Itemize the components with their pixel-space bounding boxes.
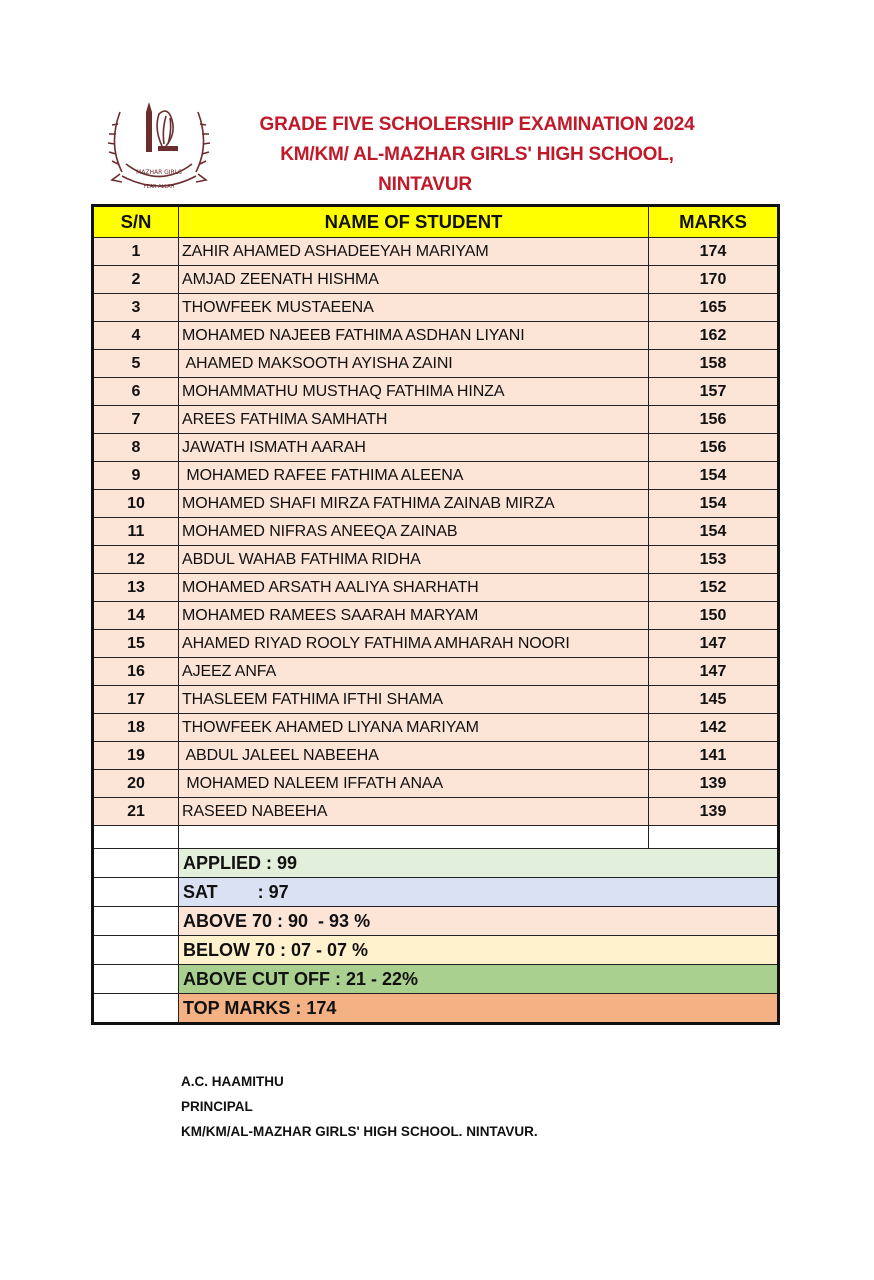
table-row: [93, 406, 779, 434]
marks-cell: 154: [649, 490, 779, 518]
table-row: [93, 490, 779, 518]
serial-number-cell: 19: [93, 742, 179, 770]
table-row: [93, 322, 779, 350]
student-name-cell: MOHAMED NAJEEB FATHIMA ASDHAN LIYANI: [179, 322, 649, 350]
student-name-cell: MOHAMED NIFRAS ANEEQA ZAINAB: [179, 518, 649, 546]
student-name-cell: MOHAMED RAFEE FATHIMA ALEENA: [179, 462, 649, 490]
serial-number-cell: 18: [93, 714, 179, 742]
svg-text:MAZHAR GIRLS: MAZHAR GIRLS: [136, 169, 182, 176]
school-crest-icon: [104, 94, 214, 194]
report-title: GRADE FIVE SCHOLERSHIP EXAMINATION 2024: [259, 114, 695, 135]
marks-cell: 147: [649, 630, 779, 658]
marks-cell: 154: [649, 462, 779, 490]
serial-number-cell: 6: [93, 378, 179, 406]
summary-value-cell: TOP MARKS : 174: [179, 994, 779, 1024]
table-row: [93, 238, 779, 266]
table-row: [93, 434, 779, 462]
table-row: [93, 518, 779, 546]
marks-cell: 150: [649, 602, 779, 630]
table-row: [93, 574, 779, 602]
summary-blank-cell: [93, 907, 179, 936]
marks-cell: 139: [649, 798, 779, 826]
marks-cell: 141: [649, 742, 779, 770]
table-row: [93, 714, 779, 742]
table-row: [93, 350, 779, 378]
serial-number-cell: 15: [93, 630, 179, 658]
school-name: KM/KM/ AL-MAZHAR GIRLS' HIGH SCHOOL,: [280, 144, 674, 165]
table-row: [93, 630, 779, 658]
student-name-cell: MOHAMED RAMEES SAARAH MARYAM: [179, 602, 649, 630]
results-table: [91, 204, 780, 1025]
table-row: [93, 546, 779, 574]
summary-row: [93, 849, 779, 878]
table-row: [93, 770, 779, 798]
table-row: [93, 742, 779, 770]
table-header-row: [93, 206, 779, 238]
table-row: [93, 798, 779, 826]
summary-blank-cell: [93, 936, 179, 965]
principal-designation: PRINCIPAL: [181, 1099, 253, 1114]
serial-number-cell: 21: [93, 798, 179, 826]
marks-cell: 142: [649, 714, 779, 742]
marks-cell: 162: [649, 322, 779, 350]
marks-cell: 156: [649, 406, 779, 434]
marks-cell: 139: [649, 770, 779, 798]
serial-number-cell: 5: [93, 350, 179, 378]
summary-row: [93, 965, 779, 994]
marks-cell: 156: [649, 434, 779, 462]
marks-cell: 145: [649, 686, 779, 714]
serial-number-cell: 11: [93, 518, 179, 546]
summary-value-cell: ABOVE CUT OFF : 21 - 22%: [179, 965, 779, 994]
summary-blank-cell: [93, 878, 179, 907]
marks-cell: 174: [649, 238, 779, 266]
table-row: [93, 294, 779, 322]
blank-cell: [179, 826, 649, 849]
serial-number-cell: 10: [93, 490, 179, 518]
serial-number-cell: 3: [93, 294, 179, 322]
student-name-cell: ABDUL JALEEL NABEEHA: [179, 742, 649, 770]
table-row: [93, 686, 779, 714]
serial-number-cell: 7: [93, 406, 179, 434]
summary-value-cell: SAT : 97: [179, 878, 779, 907]
student-name-cell: AHAMED RIYAD ROOLY FATHIMA AMHARAH NOORI: [179, 630, 649, 658]
school-town: NINTAVUR: [378, 174, 472, 195]
student-name-cell: AHAMED MAKSOOTH AYISHA ZAINI: [179, 350, 649, 378]
student-name-cell: JAWATH ISMATH AARAH: [179, 434, 649, 462]
serial-number-cell: 1: [93, 238, 179, 266]
column-header-name: NAME OF STUDENT: [179, 206, 649, 238]
marks-cell: 158: [649, 350, 779, 378]
serial-number-cell: 17: [93, 686, 179, 714]
summary-value-cell: ABOVE 70 : 90 - 93 %: [179, 907, 779, 936]
student-name-cell: AJEEZ ANFA: [179, 658, 649, 686]
table-row: [93, 378, 779, 406]
student-name-cell: AREES FATHIMA SAMHATH: [179, 406, 649, 434]
marks-cell: 154: [649, 518, 779, 546]
serial-number-cell: 8: [93, 434, 179, 462]
column-header-marks: MARKS: [649, 206, 779, 238]
student-name-cell: ZAHIR AHAMED ASHADEEYAH MARIYAM: [179, 238, 649, 266]
summary-blank-cell: [93, 965, 179, 994]
marks-cell: 170: [649, 266, 779, 294]
summary-row: [93, 907, 779, 936]
serial-number-cell: 20: [93, 770, 179, 798]
serial-number-cell: 13: [93, 574, 179, 602]
summary-value-cell: BELOW 70 : 07 - 07 %: [179, 936, 779, 965]
student-name-cell: AMJAD ZEENATH HISHMA: [179, 266, 649, 294]
student-name-cell: ABDUL WAHAB FATHIMA RIDHA: [179, 546, 649, 574]
principal-name: A.C. HAAMITHU: [181, 1074, 284, 1089]
summary-blank-cell: [93, 994, 179, 1024]
table-row: [93, 266, 779, 294]
blank-row: [93, 826, 779, 849]
column-header-sn: S/N: [93, 206, 179, 238]
marks-cell: 152: [649, 574, 779, 602]
svg-text:FEAR ALLAH: FEAR ALLAH: [143, 184, 175, 190]
student-name-cell: MOHAMED ARSATH AALIYA SHARHATH: [179, 574, 649, 602]
blank-cell: [93, 826, 179, 849]
summary-value-cell: APPLIED : 99: [179, 849, 779, 878]
table-row: [93, 602, 779, 630]
serial-number-cell: 12: [93, 546, 179, 574]
blank-cell: [649, 826, 779, 849]
serial-number-cell: 4: [93, 322, 179, 350]
serial-number-cell: 9: [93, 462, 179, 490]
summary-row: [93, 994, 779, 1024]
marks-cell: 147: [649, 658, 779, 686]
student-name-cell: MOHAMMATHU MUSTHAQ FATHIMA HINZA: [179, 378, 649, 406]
serial-number-cell: 14: [93, 602, 179, 630]
summary-row: [93, 936, 779, 965]
marks-cell: 153: [649, 546, 779, 574]
student-name-cell: MOHAMED SHAFI MIRZA FATHIMA ZAINAB MIRZA: [179, 490, 649, 518]
serial-number-cell: 16: [93, 658, 179, 686]
student-name-cell: THASLEEM FATHIMA IFTHI SHAMA: [179, 686, 649, 714]
student-name-cell: RASEED NABEEHA: [179, 798, 649, 826]
student-name-cell: MOHAMED NALEEM IFFATH ANAA: [179, 770, 649, 798]
student-name-cell: THOWFEEK MUSTAEENA: [179, 294, 649, 322]
principal-school: KM/KM/AL-MAZHAR GIRLS' HIGH SCHOOL. NINTAVUR.: [181, 1124, 538, 1139]
table-row: [93, 462, 779, 490]
marks-cell: 165: [649, 294, 779, 322]
table-row: [93, 658, 779, 686]
student-name-cell: THOWFEEK AHAMED LIYANA MARIYAM: [179, 714, 649, 742]
summary-blank-cell: [93, 849, 179, 878]
serial-number-cell: 2: [93, 266, 179, 294]
summary-row: [93, 878, 779, 907]
marks-cell: 157: [649, 378, 779, 406]
